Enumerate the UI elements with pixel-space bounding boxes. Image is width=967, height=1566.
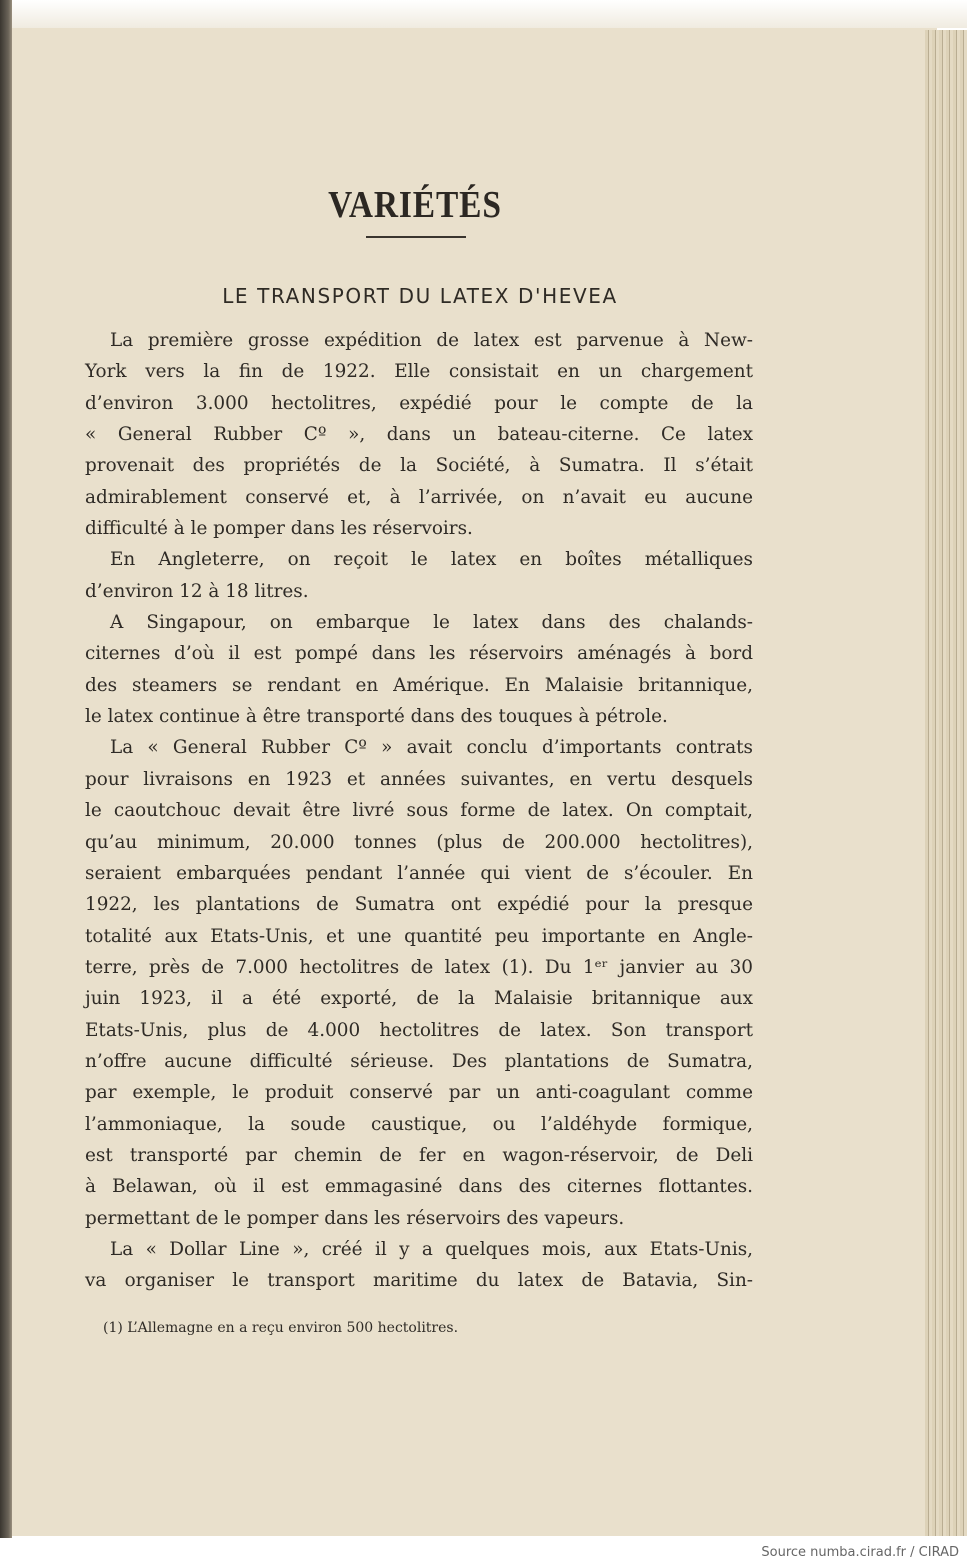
scan-top-margin — [12, 0, 967, 28]
paragraph — [85, 544, 753, 607]
source-credit: Source numba.cirad.fr / CIRAD — [761, 1545, 959, 1560]
footnote: (1) L’Allemagne en a reçu environ 500 hectolitres. — [103, 1320, 459, 1336]
paragraph — [85, 607, 753, 732]
text-line: citernes d’où il est pompé dans les réservoirs aménagés à bord — [85, 643, 753, 665]
text-line: est transporté par chemin de fer en wagon-réservoir, de Deli — [85, 1144, 753, 1166]
text-line: totalité aux Etats-Unis, et une quantité peu importante en Angle- — [85, 925, 753, 947]
text-line: le latex continue à être transporté dans des touques à pétrole. — [85, 706, 668, 728]
text-line: juin 1923, il a été exporté, de la Malaisie britannique aux — [85, 988, 753, 1010]
page-stack-edge — [925, 30, 967, 1536]
text-line: des steamers se rendant en Amérique. En Malaisie britannique, — [85, 674, 753, 696]
text-line: n’offre aucune difficulté sérieuse. Des plantations de Sumatra, — [85, 1050, 753, 1072]
text-line: admirablement conservé et, à l’arrivée, on n’avait eu aucune — [85, 486, 753, 508]
text-line: par exemple, le produit conservé par un anti-coagulant comme — [85, 1082, 753, 1104]
text-line: difficulté à le pomper dans les réservoirs. — [85, 518, 473, 540]
title-rule — [366, 236, 466, 238]
text-line: terre, près de 7.000 hectolitres de latex (1). Du 1ᵉʳ janvier au 30 — [85, 956, 753, 978]
text-line: « General Rubber Cº », dans un bateau-citerne. Ce latex — [85, 424, 753, 446]
book-binding-edge — [0, 0, 12, 1538]
text-line: 1922, les plantations de Sumatra ont expédié pour la presque — [85, 894, 753, 916]
paragraph — [85, 325, 753, 544]
text-line: d’environ 12 à 18 litres. — [85, 580, 309, 602]
section-title: VARIÉTÉS — [328, 184, 502, 226]
paragraph — [85, 732, 753, 1234]
article-body — [85, 325, 753, 1297]
paragraph — [85, 1234, 753, 1297]
text-line: Etats-Unis, plus de 4.000 hectolitres de latex. Son transport — [85, 1019, 753, 1041]
text-line: d’environ 3.000 hectolitres, expédié pour le compte de la — [85, 392, 753, 414]
text-line: A Singapour, on embarque le latex dans des chalands- — [110, 612, 753, 634]
text-line: le caoutchouc devait être livré sous forme de latex. On comptait, — [85, 800, 753, 822]
text-line: La « General Rubber Cº » avait conclu d’importants contrats — [110, 737, 753, 759]
text-line: La « Dollar Line », créé il y a quelques mois, aux Etats-Unis, — [110, 1238, 753, 1260]
text-line: En Angleterre, on reçoit le latex en boîtes métalliques — [110, 549, 753, 571]
text-line: La première grosse expédition de latex est parvenue à New- — [110, 330, 753, 351]
text-line: seraient embarquées pendant l’année qui vient de s’écouler. En — [85, 862, 753, 884]
text-line: à Belawan, où il est emmagasiné dans des citernes flottantes. — [85, 1176, 753, 1198]
text-line: York vers la fin de 1922. Elle consistait en un chargement — [85, 361, 753, 383]
article-title: LE TRANSPORT DU LATEX D'HEVEA — [222, 284, 618, 308]
text-line: l’ammoniaque, la soude caustique, ou l’aldéhyde formique, — [85, 1113, 753, 1135]
text-line: permettant de le pomper dans les réservoirs des vapeurs. — [85, 1207, 625, 1229]
text-line: pour livraisons en 1923 et années suivantes, en vertu desquels — [85, 768, 753, 790]
text-line: provenait des propriétés de la Société, à Sumatra. Il s’était — [85, 455, 753, 477]
text-line: va organiser le transport maritime du latex de Batavia, Sin- — [85, 1270, 753, 1292]
text-line: qu’au minimum, 20.000 tonnes (plus de 200.000 hectolitres), — [85, 831, 753, 853]
